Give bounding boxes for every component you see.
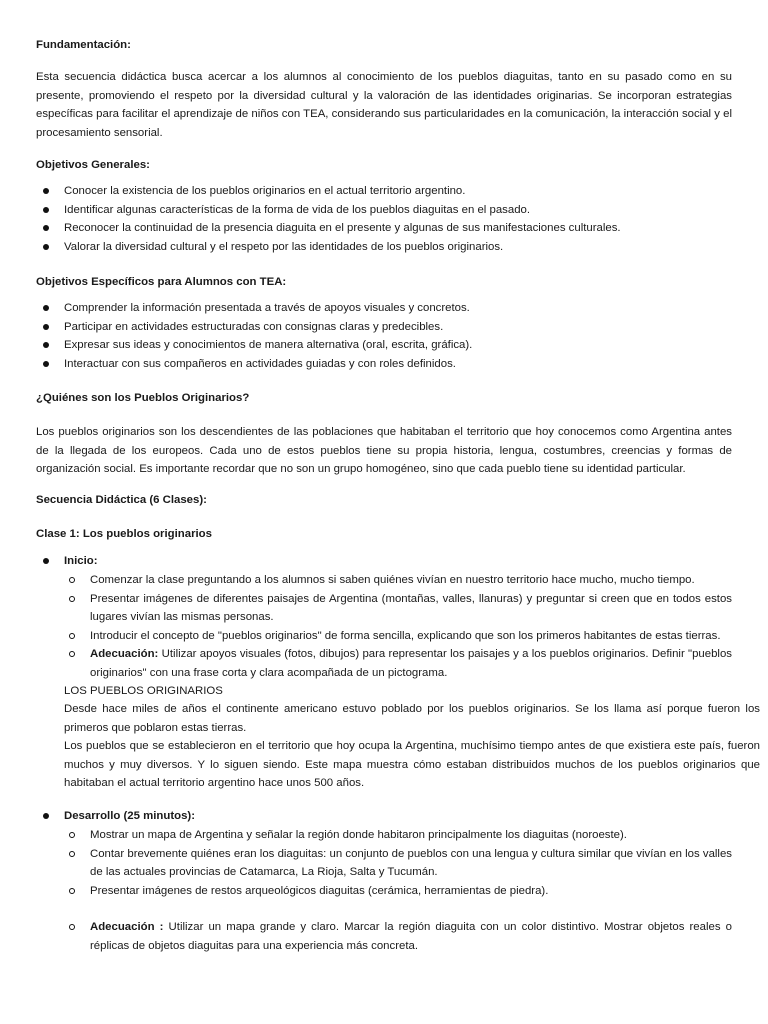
list-item: Mostrar un mapa de Argentina y señalar la región donde habitaron principalmente los diaguitas (noroeste). bbox=[36, 826, 732, 845]
quienes-paragraph: Los pueblos originarios son los descendientes de las poblaciones que habitaban el territorio que hoy conocemos como Argentina antes de la llegada de los europeos. Cada uno de estos pueblos tiene su propia historia, lengua, costumbres, creencias y formas de organización social. Es importante recordar que no son un grupo homogéneo, sino que cada pueblo tiene su identidad particular. bbox=[36, 426, 732, 475]
list-item: Participar en actividades estructuradas con consignas claras y predecibles. bbox=[36, 318, 732, 337]
inicio-list bbox=[36, 571, 732, 682]
desarrollo-section bbox=[36, 807, 732, 826]
list-item: Contar brevemente quiénes eran los diaguitas: un conjunto de pueblos con una lengua y cultura similar que vivían en los valles de las actuales provincias de Catamarca, La Rioja, Salta y Tucumán. bbox=[36, 845, 732, 882]
list-item: Interactuar con sus compañeros en actividades guiadas y con roles definidos. bbox=[36, 355, 732, 374]
adecuacion-item bbox=[36, 918, 732, 955]
adecuacion-text: Utilizar apoyos visuales (fotos, dibujos) para representar los paisajes y a los pueblos originarios. Definir "pueblos originarios" con una frase corta y clara acompañada de un pictograma. bbox=[90, 648, 732, 679]
desarrollo-label: Desarrollo (25 minutos): bbox=[36, 807, 732, 826]
objetivos-especificos-list bbox=[36, 299, 732, 373]
adecuacion-label: Adecuación : bbox=[90, 921, 164, 933]
desarrollo-adecuacion bbox=[36, 918, 732, 955]
list-item: Presentar imágenes de diferentes paisajes de Argentina (montañas, valles, llanuras) y preguntar si creen que en todos estos lugares vivían las mismas personas. bbox=[36, 590, 732, 627]
list-item: Introducir el concepto de "pueblos originarios" de forma sencilla, explicando que son los primeros habitantes de estas tierras. bbox=[36, 627, 732, 646]
list-item: Expresar sus ideas y conocimientos de manera alternativa (oral, escrita, gráfica). bbox=[36, 336, 732, 355]
list-item: Presentar imágenes de restos arqueológicos diaguitas (cerámica, herramientas de piedra). bbox=[36, 882, 732, 901]
list-item: Identificar algunas características de la forma de vida de los pueblos diaguitas en el pasado. bbox=[36, 201, 732, 220]
secuencia-heading: Secuencia Didáctica (6 Clases): bbox=[36, 494, 207, 506]
inicio-label: Inicio: bbox=[36, 552, 732, 571]
fundamentacion-heading: Fundamentación: bbox=[36, 39, 131, 51]
objetivos-generales-heading: Objetivos Generales: bbox=[36, 159, 150, 171]
adecuacion-item bbox=[36, 645, 732, 682]
clase1-heading: Clase 1: Los pueblos originarios bbox=[36, 528, 212, 540]
inicio-section bbox=[36, 552, 732, 571]
texto-paragraph-2: Los pueblos que se establecieron en el territorio que hoy ocupa la Argentina, muchísimo tiempo antes de que existiera este país, fueron muchos y muy diversos. Y lo siguen siendo. Este mapa muestra cómo estaban distribuidos muchos de los pueblos originarios que habitaban el actual territorio argentino hace unos 500 años. bbox=[64, 740, 760, 789]
list-item: Comenzar la clase preguntando a los alumnos si saben quiénes vivían en nuestro territorio hace mucho, mucho tiempo. bbox=[36, 571, 732, 590]
texto-paragraph-1: Desde hace miles de años el continente americano estuvo poblado por los pueblos originarios. Se los llama así porque fueron los primeros que poblaron estas tierras. bbox=[64, 703, 760, 734]
quienes-heading: ¿Quiénes son los Pueblos Originarios? bbox=[36, 392, 250, 404]
list-item: Conocer la existencia de los pueblos originarios en el actual territorio argentino. bbox=[36, 182, 732, 201]
list-item: Valorar la diversidad cultural y el respeto por las identidades de los pueblos originarios. bbox=[36, 238, 732, 257]
adecuacion-label: Adecuación: bbox=[90, 648, 159, 660]
objetivos-generales-list bbox=[36, 182, 732, 256]
texto-titulo: LOS PUEBLOS ORIGINARIOS bbox=[64, 685, 223, 697]
objetivos-especificos-heading: Objetivos Específicos para Alumnos con TEA: bbox=[36, 276, 287, 288]
list-item: Comprender la información presentada a través de apoyos visuales y concretos. bbox=[36, 299, 732, 318]
list-item: Reconocer la continuidad de la presencia diaguita en el presente y algunas de sus manifestaciones culturales. bbox=[36, 219, 732, 238]
adecuacion-text: Utilizar un mapa grande y claro. Marcar la región diaguita con un color distintivo. Mostrar objetos reales o réplicas de objetos diaguitas para una experiencia más concreta. bbox=[90, 921, 732, 952]
fundamentacion-paragraph: Esta secuencia didáctica busca acercar a los alumnos al conocimiento de los pueblos diaguitas, tanto en su pasado como en su presente, promoviendo el respeto por la diversidad cultural y la valoración de las identidades originarias. Se incorporan estrategias específicas para facilitar el aprendizaje de niños con TEA, considerando sus particularidades en la comunicación, la interacción social y el procesamiento sensorial. bbox=[36, 71, 732, 139]
desarrollo-list bbox=[36, 826, 732, 900]
